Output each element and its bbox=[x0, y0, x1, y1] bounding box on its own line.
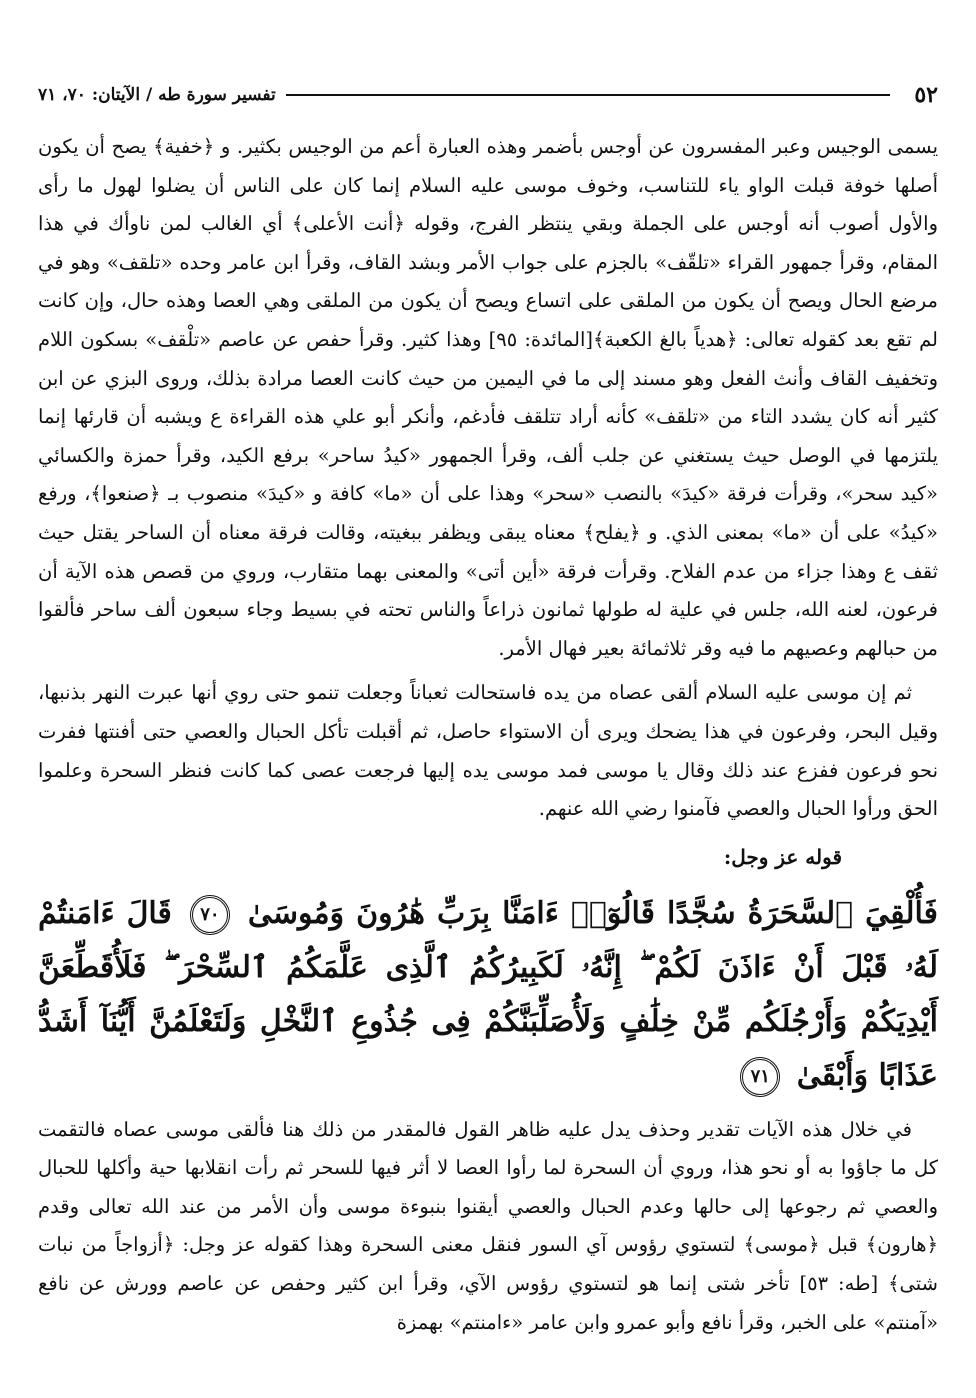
running-title: تفسير سورة طه / الآيتان: ٧٠، ٧١ bbox=[38, 85, 276, 105]
commentary-top bbox=[38, 128, 938, 829]
verse-70-text: فَأُلْقِيَ ٱلسَّحَرَةُ سُجَّدًا قَالُوٓا۟ ءَامَنَّا بِرَبِّ هَٰرُونَ وَمُوسَىٰ bbox=[247, 895, 938, 931]
section-label: قوله عز وجل: bbox=[723, 844, 842, 869]
paragraph: في خلال هذه الآيات تقدير وحذف يدل عليه ظاهر القول فالمقدر من ذلك هنا فألقى موسى عصاه فالتقمت كل ما جاؤوا به أو نحو هذا، وروي أن السحرة لما رأوا العصا لا أثر فيها للسحر ثم رأت انقلابها حية وأكلها للحبال والعصي ثم رجوعها إلى حالها وعدم الحبال والعصي أيقنوا بنبوءة موسى وأن الأمر من عند الله تعالى وقدم ﴿هارون﴾ قبل ﴿موسى﴾ لتستوي رؤوس آي السور فنقل معنى السحرة وهذا كقوله عز وجل: ﴿أزواجاً من نبات شتى﴾ [طه: ٥٣] تأخر شتى إنما هو لتستوي رؤوس الآي، وقرأ ابن كثير وحفص عن عاصم وورش عن نافع «آمنتم» على الخبر، وقرأ نافع وأبو عمرو وابن عامر «ءامنتم» بهمزة bbox=[38, 1117, 938, 1334]
page-number: ٥٢ bbox=[914, 82, 938, 108]
page-header bbox=[38, 78, 938, 112]
paragraph: ثم إن موسى عليه السلام ألقى عصاه من يده فاستحالت ثعباناً وجعلت تنمو حتى روي أنها عبرت النهر بذنبها، وقيل البحر، وفرعون في هذا يضحك ويرى أن الاستواء حاصل، ثم أقبلت تأكل الحبال والعصي حتى أفنتها ففرت نحو فرعون ففزع عند ذلك وقال يا موسى فمد موسى يده إليها فرجعت عصى كما كانت فنظر السحرة وعلموا الحق ورأوا الحبال والعصي فآمنوا رضي الله عنهم. bbox=[38, 681, 938, 821]
verse-71-text: قَالَ ءَامَنتُمْ لَهُۥ قَبْلَ أَنْ ءَاذَنَ لَكُمْ ۖ إِنَّهُۥ لَكَبِيرُكُمُ ٱلَّذِى عَلَّمَكُمُ ٱلسِّحْرَ ۖ فَلَأُقَطِّعَنَّ أَيْدِيَكُمْ وَأَرْجُلَكُم مِّنْ خِلَٰفٍ وَلَأُصَلِّبَنَّكُمْ فِى جُذُوعِ ٱلنَّخْلِ وَلَتَعْلَمُنَّ أَيُّنَآ أَشَدُّ عَذَابًا وَأَبْقَىٰ bbox=[38, 895, 938, 1093]
header-rule bbox=[286, 94, 891, 96]
commentary-bottom bbox=[38, 1111, 938, 1343]
verse-70-marker: ٧٠ bbox=[190, 895, 230, 935]
verse-71-marker: ٧١ bbox=[740, 1057, 780, 1097]
paragraph: يسمى الوجيس وعبر المفسرون عن أوجس بأضمر وهذه العبارة أعم من الوجيس بكثير. و ﴿خفية﴾ يصح أن يكون أصلها خوفة قبلت الواو ياء للتناسب، وخوف موسى عليه السلام إنما كان على الناس أن يضلوا لهول ما رأى والأول أصوب أنه أوجس على الجملة وبقي ينتظر الفرج، وقوله ﴿أنت الأعلى﴾ أي الغالب لمن ناوأك في هذا المقام، وقرأ جمهور القراء «تلقّف» بالجزم على جواب الأمر وبشد القاف، وقرأ ابن عامر وحده «تلقف» وهو في مرضع الحال ويصح أن يكون من الملقى على اتساع ويصح أن يكون من الملقى وهي العصا وهذه حال، وإن كانت لم تقع بعد كقوله تعالى: ﴿هدياً بالغ الكعبة﴾[المائدة: ٩٥] وهذا كثير. وقرأ حفص عن عاصم «تلْقف» بسكون اللام وتخفيف القاف وأنث الفعل وهو مسند إلى ما في اليمين من حيث كانت العصا مرادة بذلك، وروى البزي عن ابن كثير أنه كان يشدد التاء من «تلقف» كأنه أراد تتلقف فأدغم، وأنكر أبو علي هذه القراءة ع ويشبه أن قارئها إنما يلتزمها في الوصل حيث يستغني عن جلب ألف، وقرأ الجمهور «كيدُ ساحر» برفع الكيد، وقرأ حمزة والكسائي «كيد سحر»، وقرأت فرقة «كيدَ» بالنصب «سحر» وهذا على أن «ما» كافة و «كيدَ» منصوب بـ ﴿صنعوا﴾، ورفع «كيدُ» على أن «ما» بمعنى الذي. و ﴿يفلح﴾ معناه يبقى ويظفر ببغيته، وقالت فرقة معناه أن الساحر يقتل حيث ثقف ع وهذا جزاء من عدم الفلاح. وقرأت فرقة «أين أتى» والمعنى بهما متقارب، وروي من قصص هذه الآية أن فرعون، لعنه الله، جلس في علية له طولها ثمانون ذراعاً والناس تحته في بسيط وجاء سبعون ألف ساحر فألقوا من حبالهم وعصيهم ما فيه وقر ثلاثمائة بعير فهال الأمر. bbox=[38, 135, 938, 660]
quran-verses bbox=[38, 887, 938, 1103]
